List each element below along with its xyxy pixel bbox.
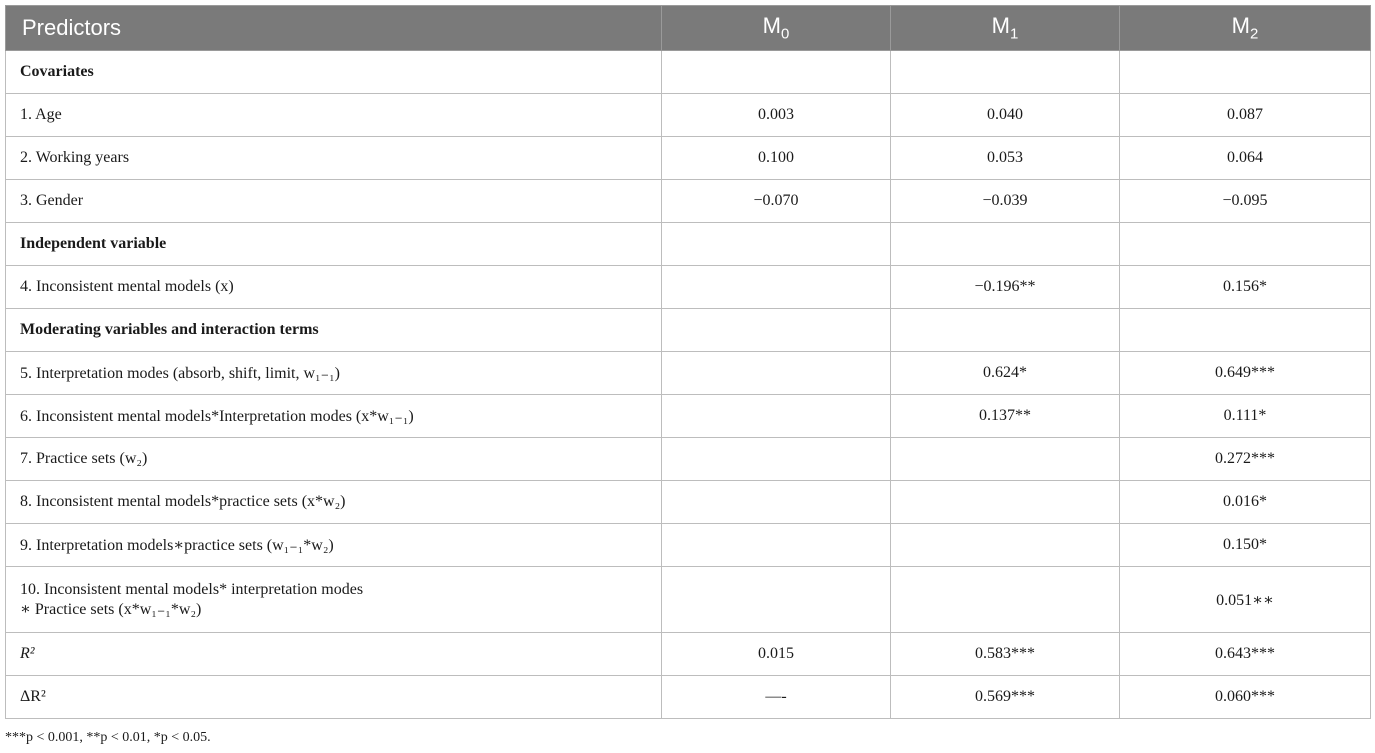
cell-m1 — [891, 309, 1120, 352]
row-label: 2. Working years — [6, 137, 662, 180]
cell-m0 — [662, 309, 891, 352]
cell-m1 — [891, 51, 1120, 94]
cell-m2: −0.095 — [1120, 180, 1371, 223]
table-row-covariates — [6, 51, 1371, 94]
table-row-working-years — [6, 137, 1371, 180]
row-label: Independent variable — [6, 223, 662, 266]
regression-table — [5, 5, 1371, 719]
row-label: 7. Practice sets (w₂) — [6, 438, 662, 481]
cell-m0 — [662, 352, 891, 395]
cell-m0 — [662, 395, 891, 438]
cell-m1 — [891, 567, 1120, 633]
cell-m1: −0.196** — [891, 266, 1120, 309]
cell-m2: 0.643*** — [1120, 633, 1371, 676]
row-label: 9. Interpretation models∗practice sets (w₁₋₁*w₂) — [6, 524, 662, 567]
row-label: 4. Inconsistent mental models (x) — [6, 266, 662, 309]
table-row-interpretation-modes — [6, 352, 1371, 395]
cell-m0 — [662, 567, 891, 633]
cell-m2: 0.649*** — [1120, 352, 1371, 395]
cell-m2 — [1120, 309, 1371, 352]
table-row-age — [6, 94, 1371, 137]
cell-m2: 0.060*** — [1120, 676, 1371, 719]
row-label: 5. Interpretation modes (absorb, shift, limit, w₁₋₁) — [6, 352, 662, 395]
cell-m1 — [891, 438, 1120, 481]
cell-m2 — [1120, 223, 1371, 266]
row-label-line-2: ∗ Practice sets (x*w₁₋₁*w₂) — [20, 600, 202, 618]
cell-m0: −0.070 — [662, 180, 891, 223]
cell-m2: 0.051∗∗ — [1120, 567, 1371, 633]
row-label — [6, 567, 662, 633]
cell-m1: 0.137** — [891, 395, 1120, 438]
table-row-x-times-practice — [6, 481, 1371, 524]
cell-m0: 0.100 — [662, 137, 891, 180]
cell-m0 — [662, 266, 891, 309]
cell-m2: 0.150* — [1120, 524, 1371, 567]
row-label: 1. Age — [6, 94, 662, 137]
cell-m2 — [1120, 51, 1371, 94]
header-m1: $M_1$ — [891, 6, 1120, 51]
cell-m1: −0.039 — [891, 180, 1120, 223]
cell-m1: 0.624* — [891, 352, 1120, 395]
cell-m2: 0.087 — [1120, 94, 1371, 137]
cell-m1 — [891, 524, 1120, 567]
row-label: 3. Gender — [6, 180, 662, 223]
cell-m0 — [662, 223, 891, 266]
table-row-interpretation-times-practice — [6, 524, 1371, 567]
cell-m1: 0.053 — [891, 137, 1120, 180]
table-row-practice-sets — [6, 438, 1371, 481]
cell-m0 — [662, 438, 891, 481]
cell-m0: 0.003 — [662, 94, 891, 137]
row-label-line-1: 10. Inconsistent mental models* interpretation modes — [20, 580, 364, 598]
table-row-inconsistent-mental-models — [6, 266, 1371, 309]
table-footnote: ***p < 0.001, **p < 0.01, *p < 0.05. — [5, 730, 211, 745]
table-row-r-squared — [6, 633, 1371, 676]
row-label: Moderating variables and interaction terms — [6, 309, 662, 352]
row-label: 8. Inconsistent mental models*practice sets (x*w₂) — [6, 481, 662, 524]
cell-m0 — [662, 481, 891, 524]
cell-m2: 0.064 — [1120, 137, 1371, 180]
row-label: 6. Inconsistent mental models*Interpretation modes (x*w₁₋₁) — [6, 395, 662, 438]
header-m0: $M_0$ — [662, 6, 891, 51]
cell-m0 — [662, 524, 891, 567]
row-label: Covariates — [6, 51, 662, 94]
table-row-three-way-interaction — [6, 567, 1371, 633]
cell-m1: 0.569*** — [891, 676, 1120, 719]
cell-m1: 0.040 — [891, 94, 1120, 137]
header-m2: $M_2$ — [1120, 6, 1371, 51]
cell-m0: —- — [662, 676, 891, 719]
cell-m2: 0.111* — [1120, 395, 1371, 438]
table-row-gender — [6, 180, 1371, 223]
table-row-independent-variable — [6, 223, 1371, 266]
table-row-delta-r-squared — [6, 676, 1371, 719]
row-label: ΔR² — [6, 676, 662, 719]
header-predictors: Predictors — [6, 6, 662, 51]
cell-m2: 0.016* — [1120, 481, 1371, 524]
cell-m1 — [891, 223, 1120, 266]
table-header-row — [6, 6, 1371, 51]
table-row-moderating-variables — [6, 309, 1371, 352]
table-row-x-times-interpretation — [6, 395, 1371, 438]
cell-m2: 0.272*** — [1120, 438, 1371, 481]
cell-m1 — [891, 481, 1120, 524]
cell-m0: 0.015 — [662, 633, 891, 676]
cell-m2: 0.156* — [1120, 266, 1371, 309]
cell-m0 — [662, 51, 891, 94]
row-label: R² — [6, 633, 662, 676]
cell-m1: 0.583*** — [891, 633, 1120, 676]
